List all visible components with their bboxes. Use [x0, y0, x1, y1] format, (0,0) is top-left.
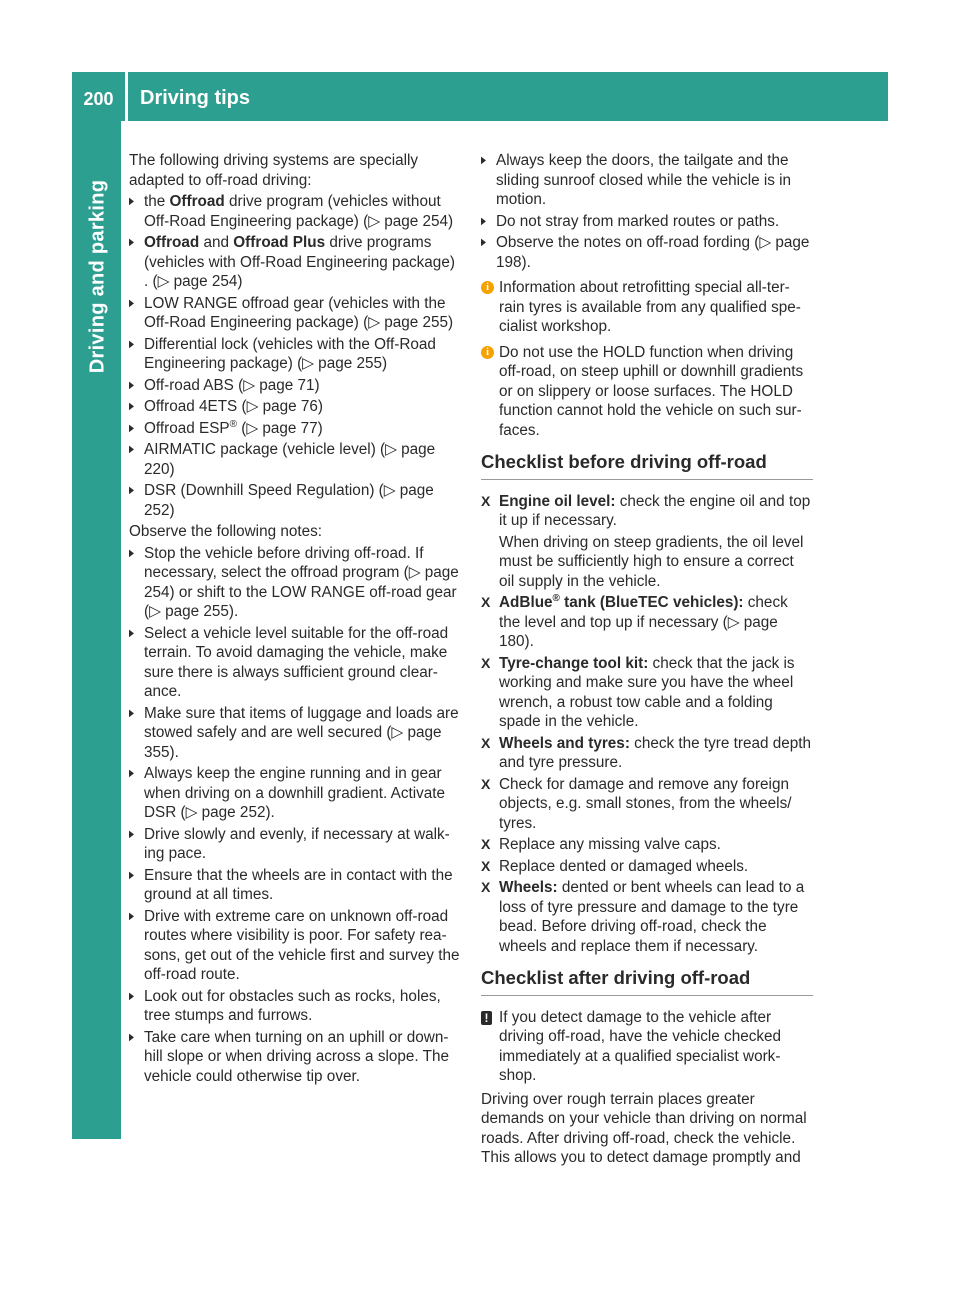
step-tyre-kit: X Tyre-change tool kit: check that the jack is working and make sure you have the wheel wrench, a robust tow cable and a folding spade in the vehicle. — [481, 654, 795, 730]
page-number: 200 — [72, 72, 125, 121]
step-valve-caps: X Replace any missing valve caps. — [481, 836, 721, 853]
list-item: ▶ Always keep the engine running and in gear when driving on a downhill gradient. Activate DSR (▷ page 252). — [129, 764, 461, 823]
step-arrow-icon: X — [481, 857, 491, 874]
list-item: ▶ Differential lock (vehicles with the Off-Road Engineering package) (▷ page 255) — [129, 335, 461, 374]
list-item: ▶ DSR (Downhill Speed Regulation) (▷ page 252) — [129, 481, 461, 520]
info-note — [481, 278, 813, 337]
page-title: Driving tips — [128, 72, 888, 121]
list-item: ▶ LOW RANGE offroad gear (vehicles with the Off-Road Engineering package) (▷ page 255) — [129, 294, 461, 333]
systems-list — [129, 192, 461, 520]
list-item: ▶ Make sure that items of luggage and loads are stowed safely and are well secured (▷ page 355). — [129, 704, 461, 763]
info-icon: i — [481, 281, 494, 294]
notes-list — [129, 544, 461, 1087]
list-item: ▶ Offroad and Offroad Plus drive programs (vehicles with Off-Road Engineering package) . (▷ page 254) — [129, 233, 461, 292]
side-tab-label-wrap — [75, 179, 120, 374]
list-item: ▶ Drive slowly and evenly, if necessary at walk-ing pace. — [129, 825, 461, 864]
side-tab-label: Driving and parking — [86, 179, 109, 374]
checklist-after-heading: Checklist after driving off-road — [481, 968, 813, 996]
step-arrow-icon: X — [481, 734, 491, 751]
list-item: ▶ Observe the notes on off-road fording (▷ page 198). — [481, 233, 813, 272]
step-engine-oil: X Engine oil level: check the engine oil and top it up if necessary. — [481, 492, 811, 529]
step-engine-oil-detail: When driving on steep gradients, the oil level must be sufficiently high to ensure a correct oil supply in the vehicle. — [499, 533, 804, 590]
list-item: ▶ AIRMATIC package (vehicle level) (▷ page 220) — [129, 440, 461, 479]
left-column — [129, 151, 461, 1088]
warning-note — [481, 1008, 813, 1086]
list-item: ▶ Look out for obstacles such as rocks, holes, tree stumps and furrows. — [129, 987, 461, 1026]
list-item: ▶ Ensure that the wheels are in contact with the ground at all times. — [129, 866, 461, 905]
list-item: ▶ Always keep the doors, the tailgate and the sliding sunroof closed while the vehicle is in motion. — [481, 151, 813, 210]
info-icon: i — [481, 346, 494, 359]
step-wheels: X Wheels: dented or bent wheels can lead to a loss of tyre pressure and damage to the tyre bead. Before driving off-road, check the wheels and replace them if necessary. — [481, 879, 805, 955]
step-arrow-icon: X — [481, 594, 491, 610]
info-note-text: Do not use the HOLD function when driving off-road, on steep uphill or downhill gradients or on slippery or loose surfaces. The HOLD function cannot hold the vehicle on such sur-faces. — [499, 343, 804, 439]
systems-intro: The following driving systems are specially adapted to off-road driving: — [129, 152, 419, 189]
list-item: ▶ Offroad ESP® (▷ page 77) — [129, 419, 461, 439]
list-item: ▶ Take care when turning on an uphill or down-hill slope or when driving across a slope. The vehicle could otherwise tip over. — [129, 1028, 461, 1087]
list-item: ▶ Select a vehicle level suitable for the off-road terrain. To avoid damaging the vehicle, make sure there is always sufficient ground clear-ance. — [129, 624, 461, 702]
warning-icon: ! — [481, 1011, 492, 1025]
after-driving-text: Driving over rough terrain places greater demands on your vehicle than driving on normal roads. After driving off-road, check the vehicle. This allows you to detect damage promptly and — [481, 1090, 807, 1166]
list-item: ▶ Offroad 4ETS (▷ page 76) — [129, 397, 461, 417]
step-arrow-icon: X — [481, 836, 491, 852]
step-check-damage: X Check for damage and remove any foreign objects, e.g. small stones, from the wheels/ tyres. — [481, 775, 792, 832]
continued-notes-list — [481, 151, 813, 272]
info-note-text: Information about retrofitting special all-ter-rain tyres is available from any qualified spe-cialist workshop. — [499, 279, 801, 335]
step-arrow-icon: X — [481, 879, 491, 895]
step-arrow-icon: X — [481, 775, 491, 792]
step-wheels-tyres: X Wheels and tyres: check the tyre tread depth and tyre pressure. — [481, 734, 812, 771]
step-arrow-icon: X — [481, 492, 491, 509]
step-arrow-icon: X — [481, 654, 491, 671]
list-item: ▶ the Offroad drive program (vehicles without Off-Road Engineering package) (▷ page 254) — [129, 192, 461, 231]
right-column — [481, 151, 813, 1170]
notes-intro: Observe the following notes: — [129, 523, 323, 540]
warning-note-text: If you detect damage to the vehicle after driving off-road, have the vehicle checked immediately at a qualified specialist work-shop. — [499, 1008, 782, 1084]
step-replace-wheels: X Replace dented or damaged wheels. — [481, 857, 749, 875]
checklist-before-heading: Checklist before driving off-road — [481, 452, 813, 480]
info-note — [481, 343, 813, 441]
list-item: ▶ Drive with extreme care on unknown off-road routes where visibility is poor. For safety rea-sons, get out of the vehicle first and survey the off-road route. — [129, 907, 461, 985]
list-item: ▶ Off-road ABS (▷ page 71) — [129, 376, 461, 396]
list-item: ▶ Stop the vehicle before driving off-road. If necessary, select the offroad program (▷ page 254) or shift to the LOW RANGE off-road gear (▷ page 255). — [129, 544, 461, 622]
list-item: ▶ Do not stray from marked routes or paths. — [481, 212, 813, 232]
step-adblue: X AdBlue® tank (BlueTEC vehicles): check the level and top up if necessary (▷ page 180). — [481, 592, 788, 650]
